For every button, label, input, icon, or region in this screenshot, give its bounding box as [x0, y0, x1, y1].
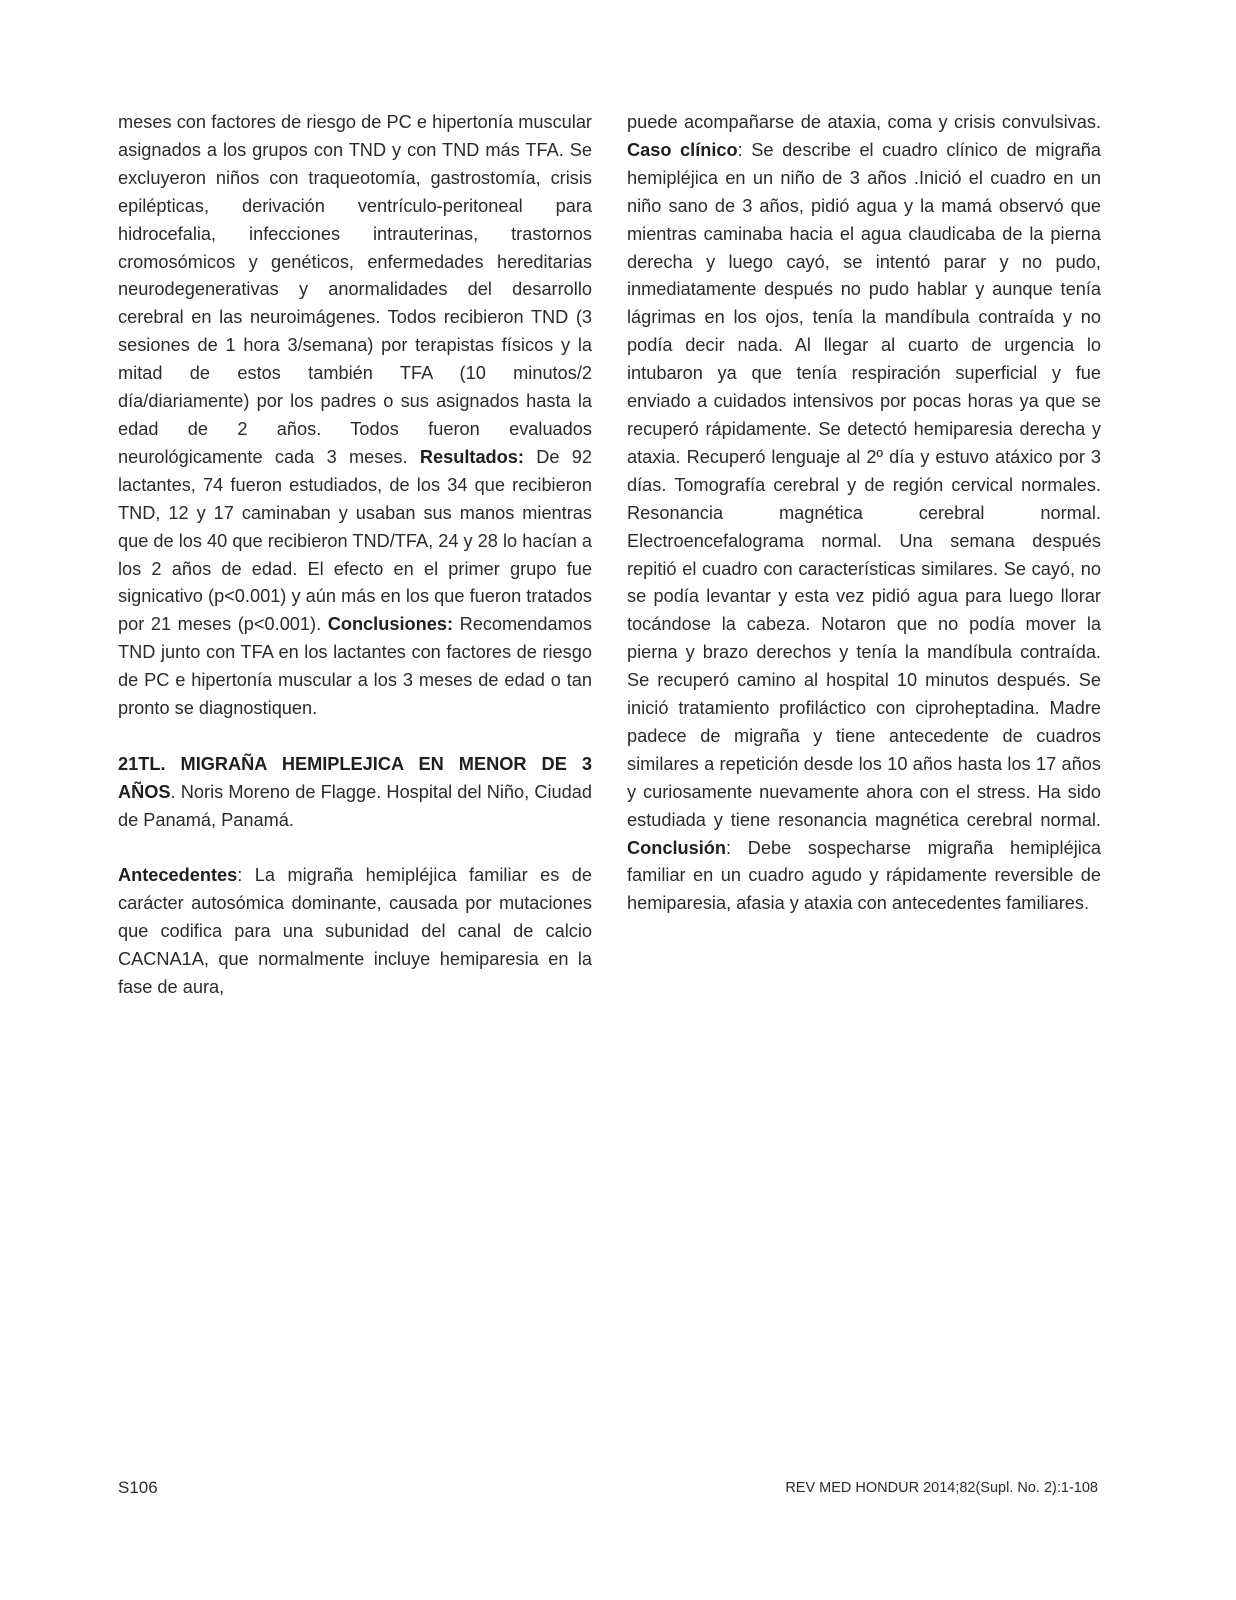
background-label: Antecedentes: [118, 865, 238, 886]
case-label: Caso clínico: [627, 139, 738, 160]
case-paragraph: [627, 109, 1101, 918]
abstract-title-period: .: [170, 781, 176, 802]
conclusion-text: : Debe sospecharse migraña hemipléjica familiar en un cuadro agudo y rápidamente reversible de hemiparesia, afasia y ataxia con antecedentes familiares.: [627, 837, 1101, 914]
journal-reference: REV MED HONDUR 2014;82(Supl. No. 2):1-108: [785, 1480, 1098, 1496]
methods-results-paragraph: [118, 109, 592, 723]
conclusions-label: Conclusiones:: [327, 614, 454, 635]
abstract-heading-paragraph: [118, 751, 592, 835]
right-column: [627, 109, 1101, 918]
case-text: : Se describe el cuadro clínico de migraña hemipléjica en un niño de 3 años .Inició el cuadro en un niño sano de 3 años, pidió agua y la mamá observó que mientras caminaba hacia el agua claudicaba de la pierna derecha y luego cayó, se intentó parar y no pudo, inmediatamente después no pudo hablar y aunque tenía lágrimas en los ojos, tenía la mandíbula contraída y no podía decir nada. Al llegar al cuarto de urgencia lo intubaron ya que tenía respiración superficial y fue enviado a cuidados intensivos por pocas horas ya que se recuperó rápidamente. Se detectó hemiparesia derecha y ataxia. Recuperó lenguaje al 2º día y estuvo atáxico por 3 días. Tomografía cerebral y de región cervical normales. Resonancia magnética cerebral normal. Electroencefalograma normal. Una semana después repitió el cuadro con características similares. Se cayó, no se podía levantar y esta vez pidió agua para luego llorar tocándose la cabeza. Notaron que no podía mover la pierna y brazo derechos y tenía la mandíbula contraída. Se recuperó camino al hospital 10 minutos después. Se inició tratamiento profiláctico con ciproheptadina. Madre padece de migraña y tiene antecedente de cuadros similares a repetición desde los 10 años hasta los 17 años y curiosamente nuevamente ahora con el stress. Ha sido estudiada y tiene resonancia magnética cerebral normal.: [627, 139, 1102, 830]
abstract-title: 21TL. MIGRAÑA HEMIPLEJICA EN MENOR DE 3 AÑOS: [118, 753, 592, 802]
results-text: De 92 lactantes, 74 fueron estudiados, de los 34 que recibieron TND, 12 y 17 caminaban y usaban sus manos mientras que de los 40 que recibieron TND/TFA, 24 y 28 lo hacían a los 2 años de edad. El efecto en el primer grupo fue signicativo (p<0.001) y aún más en los que fueron tratados por 21 meses (p<0.001).: [118, 446, 592, 635]
methods-text: meses con factores de riesgo de PC e hipertonía muscular asignados a los grupos con TND y con TND más TFA. Se excluyeron niños con traqueotomía, gastrostomía, crisis epilépticas, derivación ventrículo-peritoneal para hidrocefalia, infecciones intrauterinas, trastornos cromosómicos y genéticos, enfermedades hereditarias neurodegenerativas y anormalidades del desarrollo cerebral en las neuroimágenes. Todos recibieron TND (3 sesiones de 1 hora 3/semana) por terapistas físicos y la mitad de estos también TFA (10 minutos/2 día/diariamente) por los padres o sus asignados hasta la edad de 2 años. Todos fueron evaluados neurológicamente cada 3 meses.: [118, 112, 592, 467]
left-column: [118, 109, 592, 1002]
paragraph-gap: [118, 835, 592, 863]
conclusions-text: Recomendamos TND junto con TFA en los lactantes con factores de riesgo de PC e hipertonía muscular a los 3 meses de edad o tan pronto se diagnostiquen.: [118, 614, 592, 719]
page-number: S106: [118, 1478, 158, 1497]
results-label: Resultados:: [419, 446, 524, 467]
paragraph-gap: [118, 723, 592, 751]
conclusion-label: Conclusión: [627, 837, 727, 858]
background-continued-text: puede acompañarse de ataxia, coma y crisis convulsivas.: [627, 112, 1101, 132]
background-text: : La migraña hemipléjica familiar es de carácter autosómica dominante, causada por mutaciones que codifica para una subunidad del canal de calcio CACNA1A, que normalmente incluye hemiparesia en la fase de aura,: [118, 865, 592, 998]
abstract-authors: Noris Moreno de Flagge. Hospital del Niño, Ciudad de Panamá, Panamá.: [118, 781, 592, 830]
background-paragraph: [118, 862, 592, 1002]
